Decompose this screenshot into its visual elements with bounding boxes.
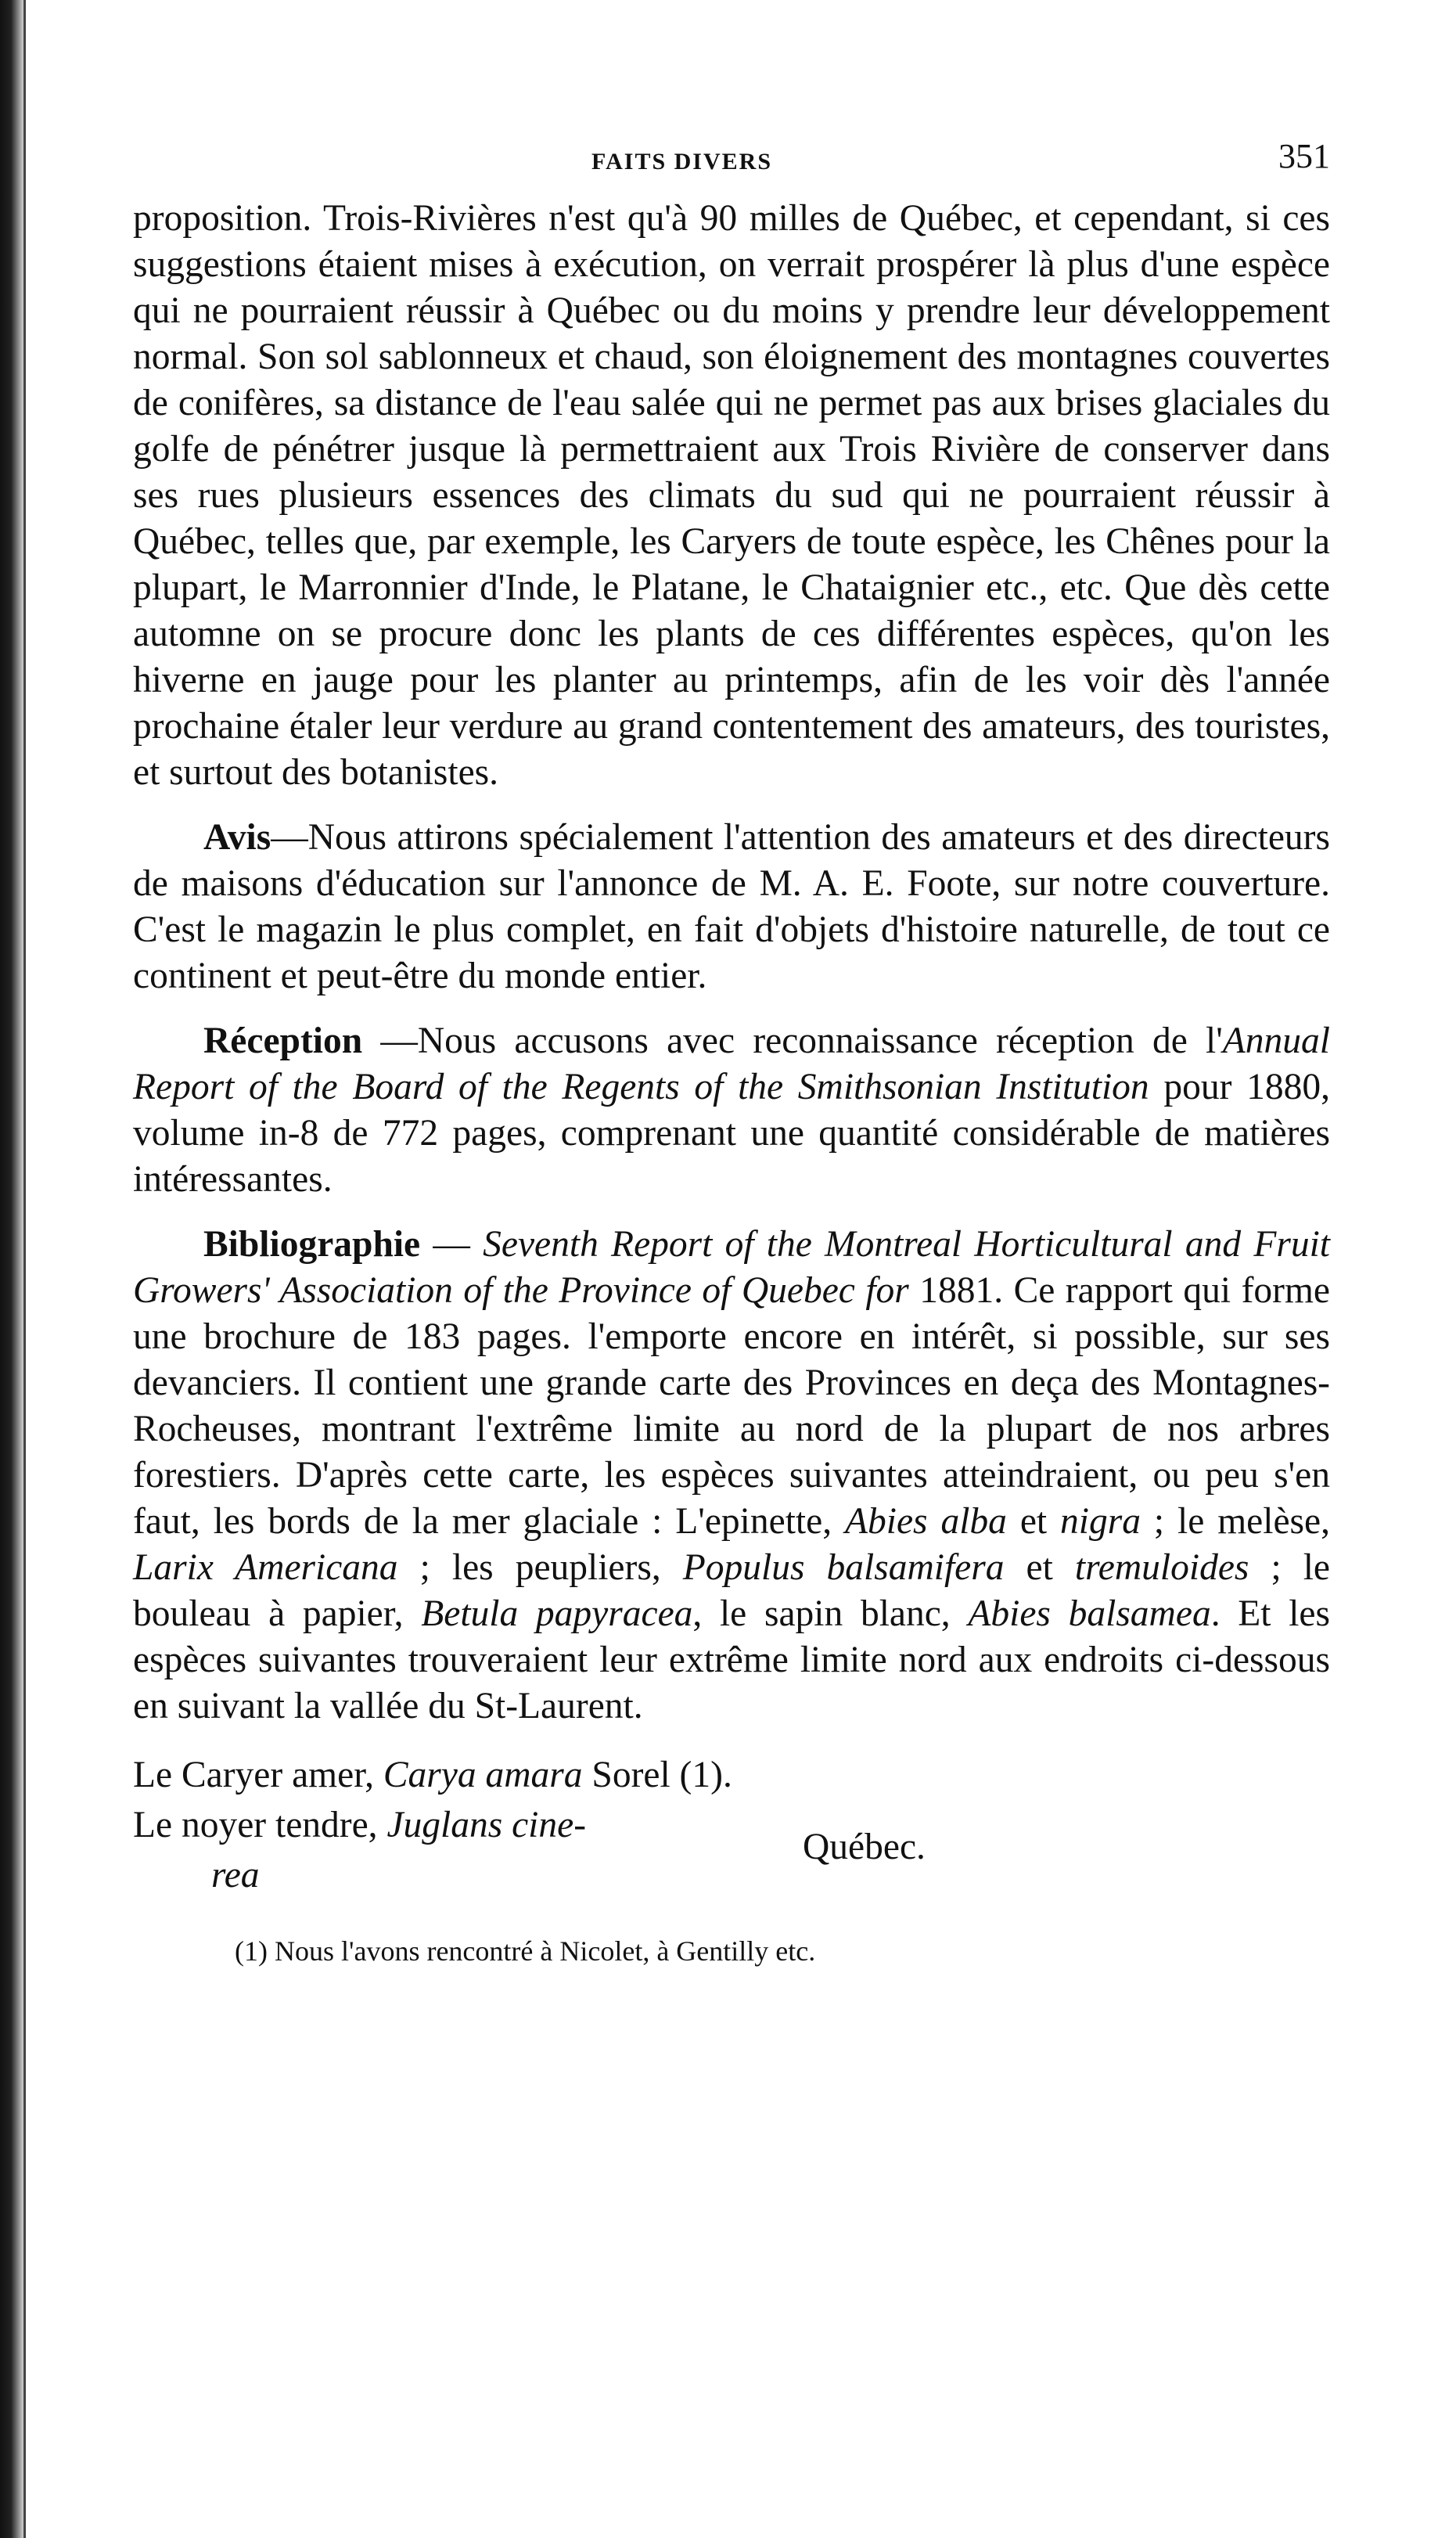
bibliographie-dash: — bbox=[420, 1224, 484, 1265]
plant-line-noyer bbox=[133, 1800, 1330, 1850]
bibliographie-text-7: , le sapin blanc, bbox=[692, 1593, 969, 1634]
plant-latin-continuation: rea bbox=[211, 1855, 260, 1895]
page-number: 351 bbox=[1278, 137, 1330, 175]
plant-location-quebec: Québec. bbox=[803, 1827, 926, 1867]
book-page bbox=[133, 133, 1330, 1969]
bibliographie-text-5: et bbox=[1004, 1547, 1075, 1588]
plant-latin-name: Carya amara bbox=[383, 1755, 583, 1795]
plant-common-name: Le noyer tendre, bbox=[133, 1805, 387, 1845]
paragraph-reception bbox=[133, 1018, 1330, 1203]
avis-text: —Nous attirons spécialement l'attention des amateurs et des directeurs de maisons d'éducation sur l'annonce de M. A. E. Foote, sur notre couverture. C'est le magazin le plus complet, en fait d'objets d'histoire naturelle, de tout ce continent et peut-être du monde entier. bbox=[133, 817, 1330, 996]
running-head bbox=[133, 133, 1330, 196]
body-text bbox=[133, 196, 1330, 1969]
plant-location: Sorel (1). bbox=[582, 1755, 732, 1795]
plant-latin-name: Juglans cine- bbox=[386, 1805, 587, 1845]
latin-larix: Larix Americana bbox=[133, 1547, 398, 1588]
plant-line-caryer bbox=[133, 1750, 1330, 1800]
latin-nigra: nigra bbox=[1060, 1501, 1141, 1542]
latin-populus: Populus balsamifera bbox=[682, 1547, 1005, 1588]
plant-common-name: Le Caryer amer, bbox=[133, 1755, 383, 1795]
bibliographie-lead: Bibliographie bbox=[203, 1224, 421, 1265]
latin-abies-alba: Abies alba bbox=[845, 1501, 1007, 1542]
bibliographie-title: Seventh Report of the Montreal Horticultural and Fruit Growers' Association of the Province of Quebec for bbox=[133, 1224, 1330, 1311]
avis-lead: Avis bbox=[203, 817, 271, 858]
latin-betula: Betula papyracea bbox=[421, 1593, 693, 1634]
reception-lead: Réception bbox=[203, 1021, 363, 1061]
binding-line bbox=[23, 0, 26, 2538]
paragraph-bibliographie bbox=[133, 1222, 1330, 1730]
bibliographie-text-2: et bbox=[1006, 1501, 1061, 1542]
paragraph-avis bbox=[133, 815, 1330, 999]
bibliographie-text-4: ; les peupliers, bbox=[397, 1547, 683, 1588]
bibliographie-text-6: ; le bouleau à papier, bbox=[133, 1547, 1331, 1634]
bibliographie-text-8: . Et les espèces suivantes trouveraient leur extrême limite nord aux endroits ci-dessous en suivant la vallée du St-Laurent. bbox=[133, 1593, 1330, 1726]
bibliographie-text-1: 1881. Ce rapport qui forme une brochure de 183 pages. l'emporte encore en intérêt, si possible, sur ses devanciers. Il contient une grande carte des Provinces en deça des Montagnes-Rocheuses, montrant l'extrême limite au nord de la plupart de nos arbres forestiers. D'après cette carte, les espèces suivantes atteindraient, ou peu s'en faut, les bords de la mer glaciale : L'epinette, bbox=[133, 1270, 1330, 1542]
latin-tremuloides: tremuloides bbox=[1074, 1547, 1249, 1588]
paragraph-text: proposition. Trois-Rivières n'est qu'à 90 milles de Québec, et cependant, si ces suggestions étaient mises à exécution, on verrait prospérer là plus d'une espèce qui ne pourraient réussir à Québec ou du moins y prendre leur développement normal. Son sol sablonneux et chaud, son éloignement des montagnes couvertes de conifères, sa distance de l'eau salée qui ne permet pas aux brises glaciales du golfe de pénétrer jusque là permettraient aux Trois Rivière de conserver dans ses rues plusieurs essences des climats du sud qui ne pourraient réussir à Québec, telles que, par exemple, les Caryers de toute espèce, les Chênes pour la plupart, le Marronnier d'Inde, le Platane, le Chataignier etc., etc. Que dès cette automne on se procure donc les plants de ces différentes espèces, qu'on les hiverne en jauge pour les planter au printemps, afin de les voir dès l'année prochaine étaler leur verdure au grand contentement des amateurs, des touristes, et surtout des botanistes. bbox=[133, 198, 1330, 793]
plant-list bbox=[133, 1750, 1330, 1906]
latin-abies-balsamea: Abies balsamea bbox=[968, 1593, 1211, 1634]
reception-title: Annual Report of the Board of the Regents of the Smithsonian Institution bbox=[133, 1021, 1330, 1107]
running-title: FAITS DIVERS bbox=[591, 149, 772, 175]
binding-edge bbox=[0, 0, 27, 2538]
bibliographie-text-3: ; le melèse, bbox=[1140, 1501, 1330, 1542]
reception-text-2: pour 1880, volume in-8 de 772 pages, comprenant une quantité considérable de matières intéressantes. bbox=[133, 1067, 1330, 1200]
footnote: (1) Nous l'avons rencontré à Nicolet, à Gentilly etc. bbox=[235, 1935, 816, 1967]
reception-text-1: —Nous accusons avec reconnaissance réception de l' bbox=[362, 1021, 1223, 1061]
paragraph-trois-rivieres bbox=[133, 196, 1330, 796]
